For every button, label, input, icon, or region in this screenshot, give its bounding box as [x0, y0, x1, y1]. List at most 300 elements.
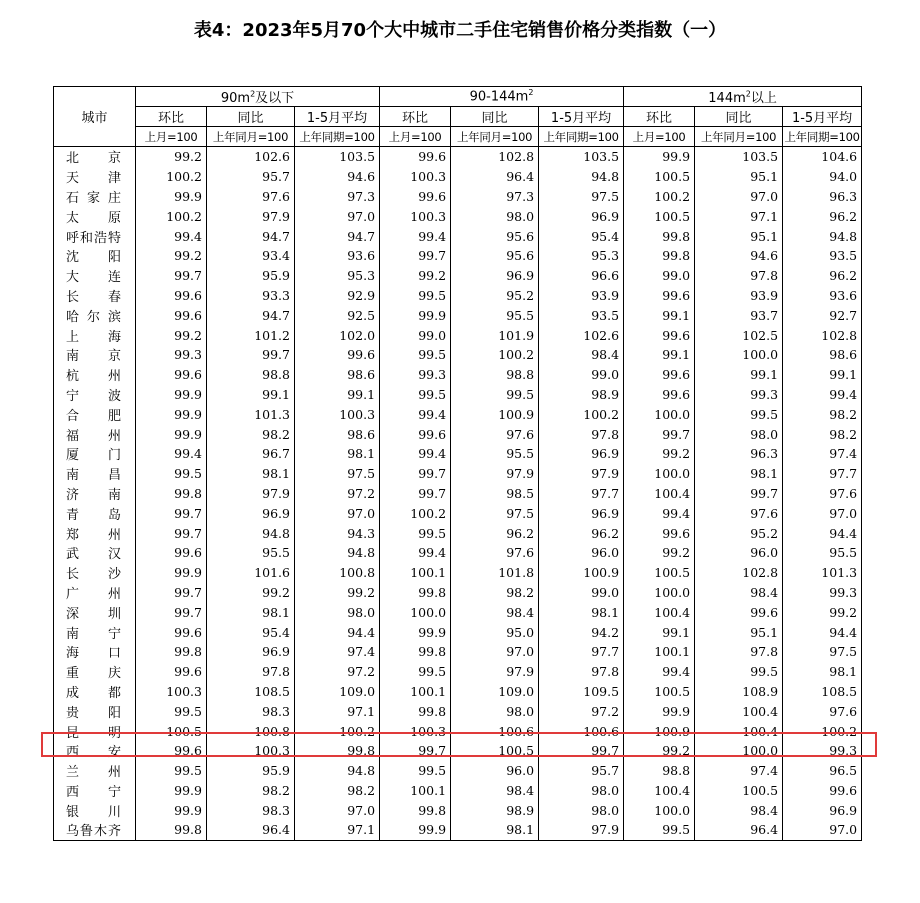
- index-value-cell: 92.9: [295, 286, 380, 306]
- sub-header-mom: 环比: [624, 107, 695, 127]
- index-value-cell: 99.5: [380, 761, 451, 781]
- index-value-cell: 93.7: [695, 305, 783, 325]
- index-value-cell: 95.5: [207, 543, 295, 563]
- index-value-cell: 99.7: [380, 741, 451, 761]
- group-header-large: $144m^2$以上: [624, 87, 862, 107]
- index-value-cell: 98.8: [207, 365, 295, 385]
- index-value-cell: 98.0: [451, 206, 539, 226]
- sub-header-avg: 1-5月平均: [539, 107, 624, 127]
- index-value-cell: 108.5: [783, 682, 862, 702]
- index-value-cell: 94.4: [783, 523, 862, 543]
- index-value-cell: 99.7: [136, 503, 207, 523]
- index-value-cell: 99.7: [380, 246, 451, 266]
- index-value-cell: 97.0: [295, 503, 380, 523]
- city-name-cell: 太原: [54, 206, 136, 226]
- index-value-cell: 99.6: [624, 365, 695, 385]
- index-value-cell: 102.8: [451, 147, 539, 167]
- index-value-cell: 100.4: [624, 484, 695, 504]
- table-row: [54, 781, 862, 801]
- table-row: [54, 345, 862, 365]
- index-value-cell: 98.4: [695, 800, 783, 820]
- index-value-cell: 99.0: [380, 325, 451, 345]
- table-row: [54, 820, 862, 840]
- index-value-cell: 99.6: [624, 385, 695, 405]
- index-value-cell: 100.0: [624, 800, 695, 820]
- index-value-cell: 99.4: [624, 662, 695, 682]
- index-value-cell: 97.9: [451, 464, 539, 484]
- sub-header-mom: 环比: [136, 107, 207, 127]
- index-value-cell: 100.3: [380, 167, 451, 187]
- index-value-cell: 99.5: [624, 820, 695, 840]
- table-row: [54, 167, 862, 187]
- index-value-cell: 96.2: [451, 523, 539, 543]
- sub-header-yoy: 同比: [695, 107, 783, 127]
- index-value-cell: 99.5: [136, 464, 207, 484]
- index-value-cell: 94.7: [207, 226, 295, 246]
- index-value-cell: 96.9: [207, 642, 295, 662]
- base-header-mom: 上月=100: [136, 127, 207, 147]
- index-value-cell: 99.2: [624, 444, 695, 464]
- city-name-cell: 海口: [54, 642, 136, 662]
- city-name-cell: 武汉: [54, 543, 136, 563]
- index-value-cell: 98.2: [207, 424, 295, 444]
- base-header-yoy: 上年同月=100: [451, 127, 539, 147]
- sub-header-yoy: 同比: [207, 107, 295, 127]
- index-value-cell: 99.3: [380, 365, 451, 385]
- index-value-cell: 99.6: [783, 781, 862, 801]
- index-value-cell: 99.5: [380, 385, 451, 405]
- city-name-cell: 济南: [54, 484, 136, 504]
- index-value-cell: 94.6: [695, 246, 783, 266]
- index-value-cell: 100.4: [624, 602, 695, 622]
- city-name-cell: 贵阳: [54, 701, 136, 721]
- city-name-cell: 杭州: [54, 365, 136, 385]
- index-value-cell: 104.6: [783, 147, 862, 167]
- index-value-cell: 100.5: [451, 741, 539, 761]
- index-value-cell: 97.9: [539, 464, 624, 484]
- index-value-cell: 97.0: [695, 187, 783, 207]
- index-value-cell: 99.1: [624, 345, 695, 365]
- index-value-cell: 95.9: [207, 761, 295, 781]
- index-value-cell: 100.1: [380, 682, 451, 702]
- index-value-cell: 99.3: [695, 385, 783, 405]
- index-value-cell: 101.3: [207, 404, 295, 424]
- index-value-cell: 97.6: [451, 543, 539, 563]
- index-value-cell: 98.2: [451, 583, 539, 603]
- index-value-cell: 92.7: [783, 305, 862, 325]
- index-value-cell: 95.6: [451, 246, 539, 266]
- index-value-cell: 100.4: [624, 781, 695, 801]
- index-value-cell: 99.7: [380, 484, 451, 504]
- index-value-cell: 99.4: [136, 226, 207, 246]
- index-value-cell: 97.4: [695, 761, 783, 781]
- index-value-cell: 99.7: [539, 741, 624, 761]
- index-value-cell: 100.0: [380, 602, 451, 622]
- index-value-cell: 97.9: [207, 484, 295, 504]
- index-value-cell: 99.3: [783, 583, 862, 603]
- index-value-cell: 98.9: [539, 385, 624, 405]
- index-value-cell: 95.5: [451, 305, 539, 325]
- index-value-cell: 98.8: [624, 761, 695, 781]
- index-value-cell: 99.0: [624, 266, 695, 286]
- index-value-cell: 99.6: [380, 147, 451, 167]
- index-value-cell: 95.7: [207, 167, 295, 187]
- index-value-cell: 99.9: [624, 147, 695, 167]
- city-name-cell: 南宁: [54, 622, 136, 642]
- index-value-cell: 99.7: [380, 464, 451, 484]
- city-name-cell: 乌鲁木齐: [54, 820, 136, 840]
- table-row: [54, 385, 862, 405]
- city-name-cell: 天津: [54, 167, 136, 187]
- index-value-cell: 95.6: [451, 226, 539, 246]
- index-value-cell: 99.6: [624, 286, 695, 306]
- index-value-cell: 98.2: [207, 781, 295, 801]
- index-value-cell: 100.2: [624, 187, 695, 207]
- index-value-cell: 100.9: [539, 563, 624, 583]
- index-value-cell: 96.0: [695, 543, 783, 563]
- index-value-cell: 99.6: [136, 662, 207, 682]
- index-value-cell: 99.6: [624, 523, 695, 543]
- index-value-cell: 99.5: [695, 404, 783, 424]
- index-value-cell: 99.8: [380, 800, 451, 820]
- base-header-avg: 上年同期=100: [783, 127, 862, 147]
- index-value-cell: 96.9: [451, 266, 539, 286]
- index-value-cell: 98.2: [783, 424, 862, 444]
- index-value-cell: 94.7: [295, 226, 380, 246]
- index-value-cell: 99.5: [695, 662, 783, 682]
- index-value-cell: 97.5: [295, 464, 380, 484]
- city-name-cell: 深圳: [54, 602, 136, 622]
- index-value-cell: 96.3: [695, 444, 783, 464]
- index-value-cell: 96.4: [695, 820, 783, 840]
- index-value-cell: 99.4: [783, 385, 862, 405]
- index-value-cell: 97.2: [539, 701, 624, 721]
- index-value-cell: 94.8: [295, 761, 380, 781]
- page-title: 表4：2023年5月70个大中城市二手住宅销售价格分类指数（一）: [193, 20, 727, 41]
- index-value-cell: 100.4: [695, 701, 783, 721]
- index-value-cell: 99.5: [380, 345, 451, 365]
- index-value-cell: 99.9: [136, 800, 207, 820]
- index-value-cell: 99.6: [136, 305, 207, 325]
- index-value-cell: 100.3: [207, 741, 295, 761]
- index-value-cell: 97.4: [295, 642, 380, 662]
- index-value-cell: 96.9: [783, 800, 862, 820]
- index-value-cell: 99.5: [136, 701, 207, 721]
- index-value-cell: 99.6: [295, 345, 380, 365]
- index-value-cell: 98.1: [539, 602, 624, 622]
- index-value-cell: 96.6: [539, 266, 624, 286]
- city-name-cell: 银川: [54, 800, 136, 820]
- index-value-cell: 99.8: [624, 246, 695, 266]
- index-value-cell: 98.6: [295, 424, 380, 444]
- index-value-cell: 97.5: [783, 642, 862, 662]
- city-name-cell: 重庆: [54, 662, 136, 682]
- index-value-cell: 97.0: [783, 820, 862, 840]
- index-value-cell: 93.4: [207, 246, 295, 266]
- index-value-cell: 99.7: [136, 583, 207, 603]
- highlight-box: [41, 732, 877, 757]
- index-value-cell: 100.0: [624, 583, 695, 603]
- index-value-cell: 99.7: [695, 484, 783, 504]
- index-value-cell: 95.2: [695, 523, 783, 543]
- index-value-cell: 100.6: [451, 721, 539, 741]
- index-value-cell: 99.6: [136, 622, 207, 642]
- index-value-cell: 99.6: [136, 543, 207, 563]
- index-value-cell: 99.1: [624, 622, 695, 642]
- index-value-cell: 99.2: [207, 583, 295, 603]
- index-value-cell: 100.0: [695, 345, 783, 365]
- table-row: [54, 266, 862, 286]
- index-value-cell: 96.2: [783, 206, 862, 226]
- index-value-cell: 97.2: [295, 662, 380, 682]
- index-value-cell: 96.2: [539, 523, 624, 543]
- index-value-cell: 100.8: [295, 563, 380, 583]
- index-value-cell: 99.2: [624, 543, 695, 563]
- index-value-cell: 99.7: [207, 345, 295, 365]
- index-value-cell: 96.0: [451, 761, 539, 781]
- index-value-cell: 99.3: [783, 741, 862, 761]
- sub-header-avg: 1-5月平均: [783, 107, 862, 127]
- index-value-cell: 99.5: [380, 662, 451, 682]
- index-value-cell: 95.3: [539, 246, 624, 266]
- index-value-cell: 95.4: [207, 622, 295, 642]
- index-value-cell: 97.7: [783, 464, 862, 484]
- index-value-cell: 100.2: [380, 503, 451, 523]
- index-value-cell: 101.9: [451, 325, 539, 345]
- index-value-cell: 97.1: [295, 701, 380, 721]
- index-value-cell: 99.8: [136, 820, 207, 840]
- table-row: [54, 246, 862, 266]
- index-value-cell: 109.5: [539, 682, 624, 702]
- index-value-cell: 96.5: [783, 761, 862, 781]
- index-value-cell: 98.6: [295, 365, 380, 385]
- index-value-cell: 101.3: [783, 563, 862, 583]
- index-value-cell: 93.9: [695, 286, 783, 306]
- index-value-cell: 100.2: [136, 206, 207, 226]
- index-value-cell: 100.1: [624, 642, 695, 662]
- index-value-cell: 99.4: [380, 444, 451, 464]
- index-value-cell: 94.2: [539, 622, 624, 642]
- index-value-cell: 97.8: [539, 662, 624, 682]
- index-value-cell: 100.5: [624, 206, 695, 226]
- index-value-cell: 98.2: [295, 781, 380, 801]
- index-value-cell: 98.4: [539, 345, 624, 365]
- index-value-cell: 100.3: [380, 206, 451, 226]
- city-name-cell: 福州: [54, 424, 136, 444]
- index-value-cell: 94.0: [783, 167, 862, 187]
- base-header-yoy: 上年同月=100: [695, 127, 783, 147]
- index-value-cell: 100.5: [624, 167, 695, 187]
- index-value-cell: 97.0: [451, 642, 539, 662]
- index-value-cell: 99.1: [207, 385, 295, 405]
- index-value-cell: 97.2: [295, 484, 380, 504]
- city-name-cell: 长沙: [54, 563, 136, 583]
- index-value-cell: 95.7: [539, 761, 624, 781]
- table-row: [54, 187, 862, 207]
- index-value-cell: 98.9: [451, 800, 539, 820]
- index-value-cell: 99.5: [380, 523, 451, 543]
- index-value-cell: 98.1: [207, 602, 295, 622]
- index-value-cell: 97.3: [451, 187, 539, 207]
- index-value-cell: 96.0: [539, 543, 624, 563]
- index-value-cell: 99.6: [380, 187, 451, 207]
- index-value-cell: 99.9: [136, 404, 207, 424]
- city-name-cell: 西宁: [54, 781, 136, 801]
- index-value-cell: 99.9: [624, 701, 695, 721]
- index-value-cell: 100.2: [783, 721, 862, 741]
- index-value-cell: 97.0: [783, 503, 862, 523]
- index-value-cell: 98.3: [207, 800, 295, 820]
- index-value-cell: 108.5: [207, 682, 295, 702]
- index-value-cell: 99.4: [380, 404, 451, 424]
- index-value-cell: 100.9: [624, 721, 695, 741]
- table-row: [54, 761, 862, 781]
- index-value-cell: 102.8: [695, 563, 783, 583]
- index-value-cell: 92.5: [295, 305, 380, 325]
- index-value-cell: 102.5: [695, 325, 783, 345]
- city-name-cell: 郑州: [54, 523, 136, 543]
- index-value-cell: 100.9: [451, 404, 539, 424]
- index-value-cell: 97.9: [207, 206, 295, 226]
- index-value-cell: 98.1: [295, 444, 380, 464]
- index-value-cell: 102.8: [783, 325, 862, 345]
- index-value-cell: 95.1: [695, 622, 783, 642]
- city-name-cell: 石家庄: [54, 187, 136, 207]
- index-value-cell: 96.9: [539, 206, 624, 226]
- group-header-small: $90m^2$及以下: [136, 87, 380, 107]
- index-value-cell: 94.8: [207, 523, 295, 543]
- city-name-cell: 南京: [54, 345, 136, 365]
- index-value-cell: 99.2: [136, 147, 207, 167]
- index-value-cell: 93.3: [207, 286, 295, 306]
- city-name-cell: 宁波: [54, 385, 136, 405]
- index-value-cell: 98.2: [783, 404, 862, 424]
- index-value-cell: 99.4: [380, 226, 451, 246]
- table-header: [54, 87, 862, 147]
- index-value-cell: 99.4: [136, 444, 207, 464]
- index-value-cell: 93.5: [783, 246, 862, 266]
- index-value-cell: 99.5: [136, 761, 207, 781]
- index-value-cell: 99.9: [136, 563, 207, 583]
- table-row: [54, 682, 862, 702]
- index-value-cell: 100.1: [380, 781, 451, 801]
- sub-header-mom: 环比: [380, 107, 451, 127]
- city-name-cell: 合肥: [54, 404, 136, 424]
- city-name-cell: 南昌: [54, 464, 136, 484]
- index-value-cell: 99.5: [380, 286, 451, 306]
- index-value-cell: 100.5: [624, 563, 695, 583]
- city-column-header: 城市: [54, 87, 136, 147]
- city-name-cell: 哈尔滨: [54, 305, 136, 325]
- table-row: [54, 662, 862, 682]
- index-value-cell: 109.0: [451, 682, 539, 702]
- index-value-cell: 99.8: [136, 642, 207, 662]
- table-row: [54, 583, 862, 603]
- index-value-cell: 96.9: [539, 503, 624, 523]
- table-row: [54, 325, 862, 345]
- index-value-cell: 97.5: [451, 503, 539, 523]
- index-value-cell: 99.6: [136, 365, 207, 385]
- index-value-cell: 94.7: [207, 305, 295, 325]
- index-value-cell: 98.1: [695, 464, 783, 484]
- index-value-cell: 100.8: [207, 721, 295, 741]
- index-value-cell: 95.4: [539, 226, 624, 246]
- index-value-cell: 99.7: [136, 266, 207, 286]
- table-row: [54, 543, 862, 563]
- index-value-cell: 99.8: [380, 583, 451, 603]
- index-value-cell: 109.0: [295, 682, 380, 702]
- index-value-cell: 95.5: [451, 444, 539, 464]
- index-value-cell: 99.7: [136, 523, 207, 543]
- index-value-cell: 102.0: [295, 325, 380, 345]
- index-value-cell: 95.9: [207, 266, 295, 286]
- index-value-cell: 108.9: [695, 682, 783, 702]
- index-value-cell: 99.8: [136, 484, 207, 504]
- index-value-cell: 97.8: [695, 266, 783, 286]
- index-value-cell: 97.9: [451, 662, 539, 682]
- index-value-cell: 97.5: [539, 187, 624, 207]
- table-row: [54, 226, 862, 246]
- index-value-cell: 96.7: [207, 444, 295, 464]
- base-header-yoy: 上年同月=100: [207, 127, 295, 147]
- index-value-cell: 100.2: [295, 721, 380, 741]
- index-value-cell: 94.3: [295, 523, 380, 543]
- index-value-cell: 97.6: [207, 187, 295, 207]
- table-row: [54, 563, 862, 583]
- table-row: [54, 365, 862, 385]
- table-row: [54, 701, 862, 721]
- group-header-medium: $90-144m^2$: [380, 87, 624, 107]
- index-value-cell: 98.3: [207, 701, 295, 721]
- index-value-cell: 98.0: [295, 602, 380, 622]
- index-value-cell: 98.5: [451, 484, 539, 504]
- index-value-cell: 98.8: [451, 365, 539, 385]
- index-value-cell: 97.1: [295, 820, 380, 840]
- index-value-cell: 100.5: [695, 781, 783, 801]
- city-name-cell: 北京: [54, 147, 136, 167]
- index-value-cell: 100.1: [380, 563, 451, 583]
- index-value-cell: 99.6: [695, 602, 783, 622]
- index-value-cell: 102.6: [539, 325, 624, 345]
- base-header-avg: 上年同期=100: [295, 127, 380, 147]
- table-row: [54, 305, 862, 325]
- table-row: [54, 800, 862, 820]
- city-name-cell: 昆明: [54, 721, 136, 741]
- index-value-cell: 100.6: [539, 721, 624, 741]
- index-value-cell: 94.4: [295, 622, 380, 642]
- table-row: [54, 602, 862, 622]
- index-value-cell: 97.3: [295, 187, 380, 207]
- index-value-cell: 97.6: [451, 424, 539, 444]
- table-row: [54, 206, 862, 226]
- table-row: [54, 503, 862, 523]
- index-value-cell: 99.6: [624, 325, 695, 345]
- index-value-cell: 96.9: [539, 444, 624, 464]
- index-value-cell: 94.8: [539, 167, 624, 187]
- index-value-cell: 97.0: [295, 800, 380, 820]
- index-value-cell: 97.7: [539, 642, 624, 662]
- index-value-cell: 99.9: [380, 305, 451, 325]
- price-index-table: [53, 86, 862, 841]
- city-name-cell: 呼和浩特: [54, 226, 136, 246]
- index-value-cell: 99.2: [380, 266, 451, 286]
- index-value-cell: 99.7: [136, 602, 207, 622]
- index-value-cell: 96.4: [451, 167, 539, 187]
- index-value-cell: 99.2: [295, 583, 380, 603]
- index-value-cell: 100.0: [695, 741, 783, 761]
- city-name-cell: 上海: [54, 325, 136, 345]
- table-row: [54, 464, 862, 484]
